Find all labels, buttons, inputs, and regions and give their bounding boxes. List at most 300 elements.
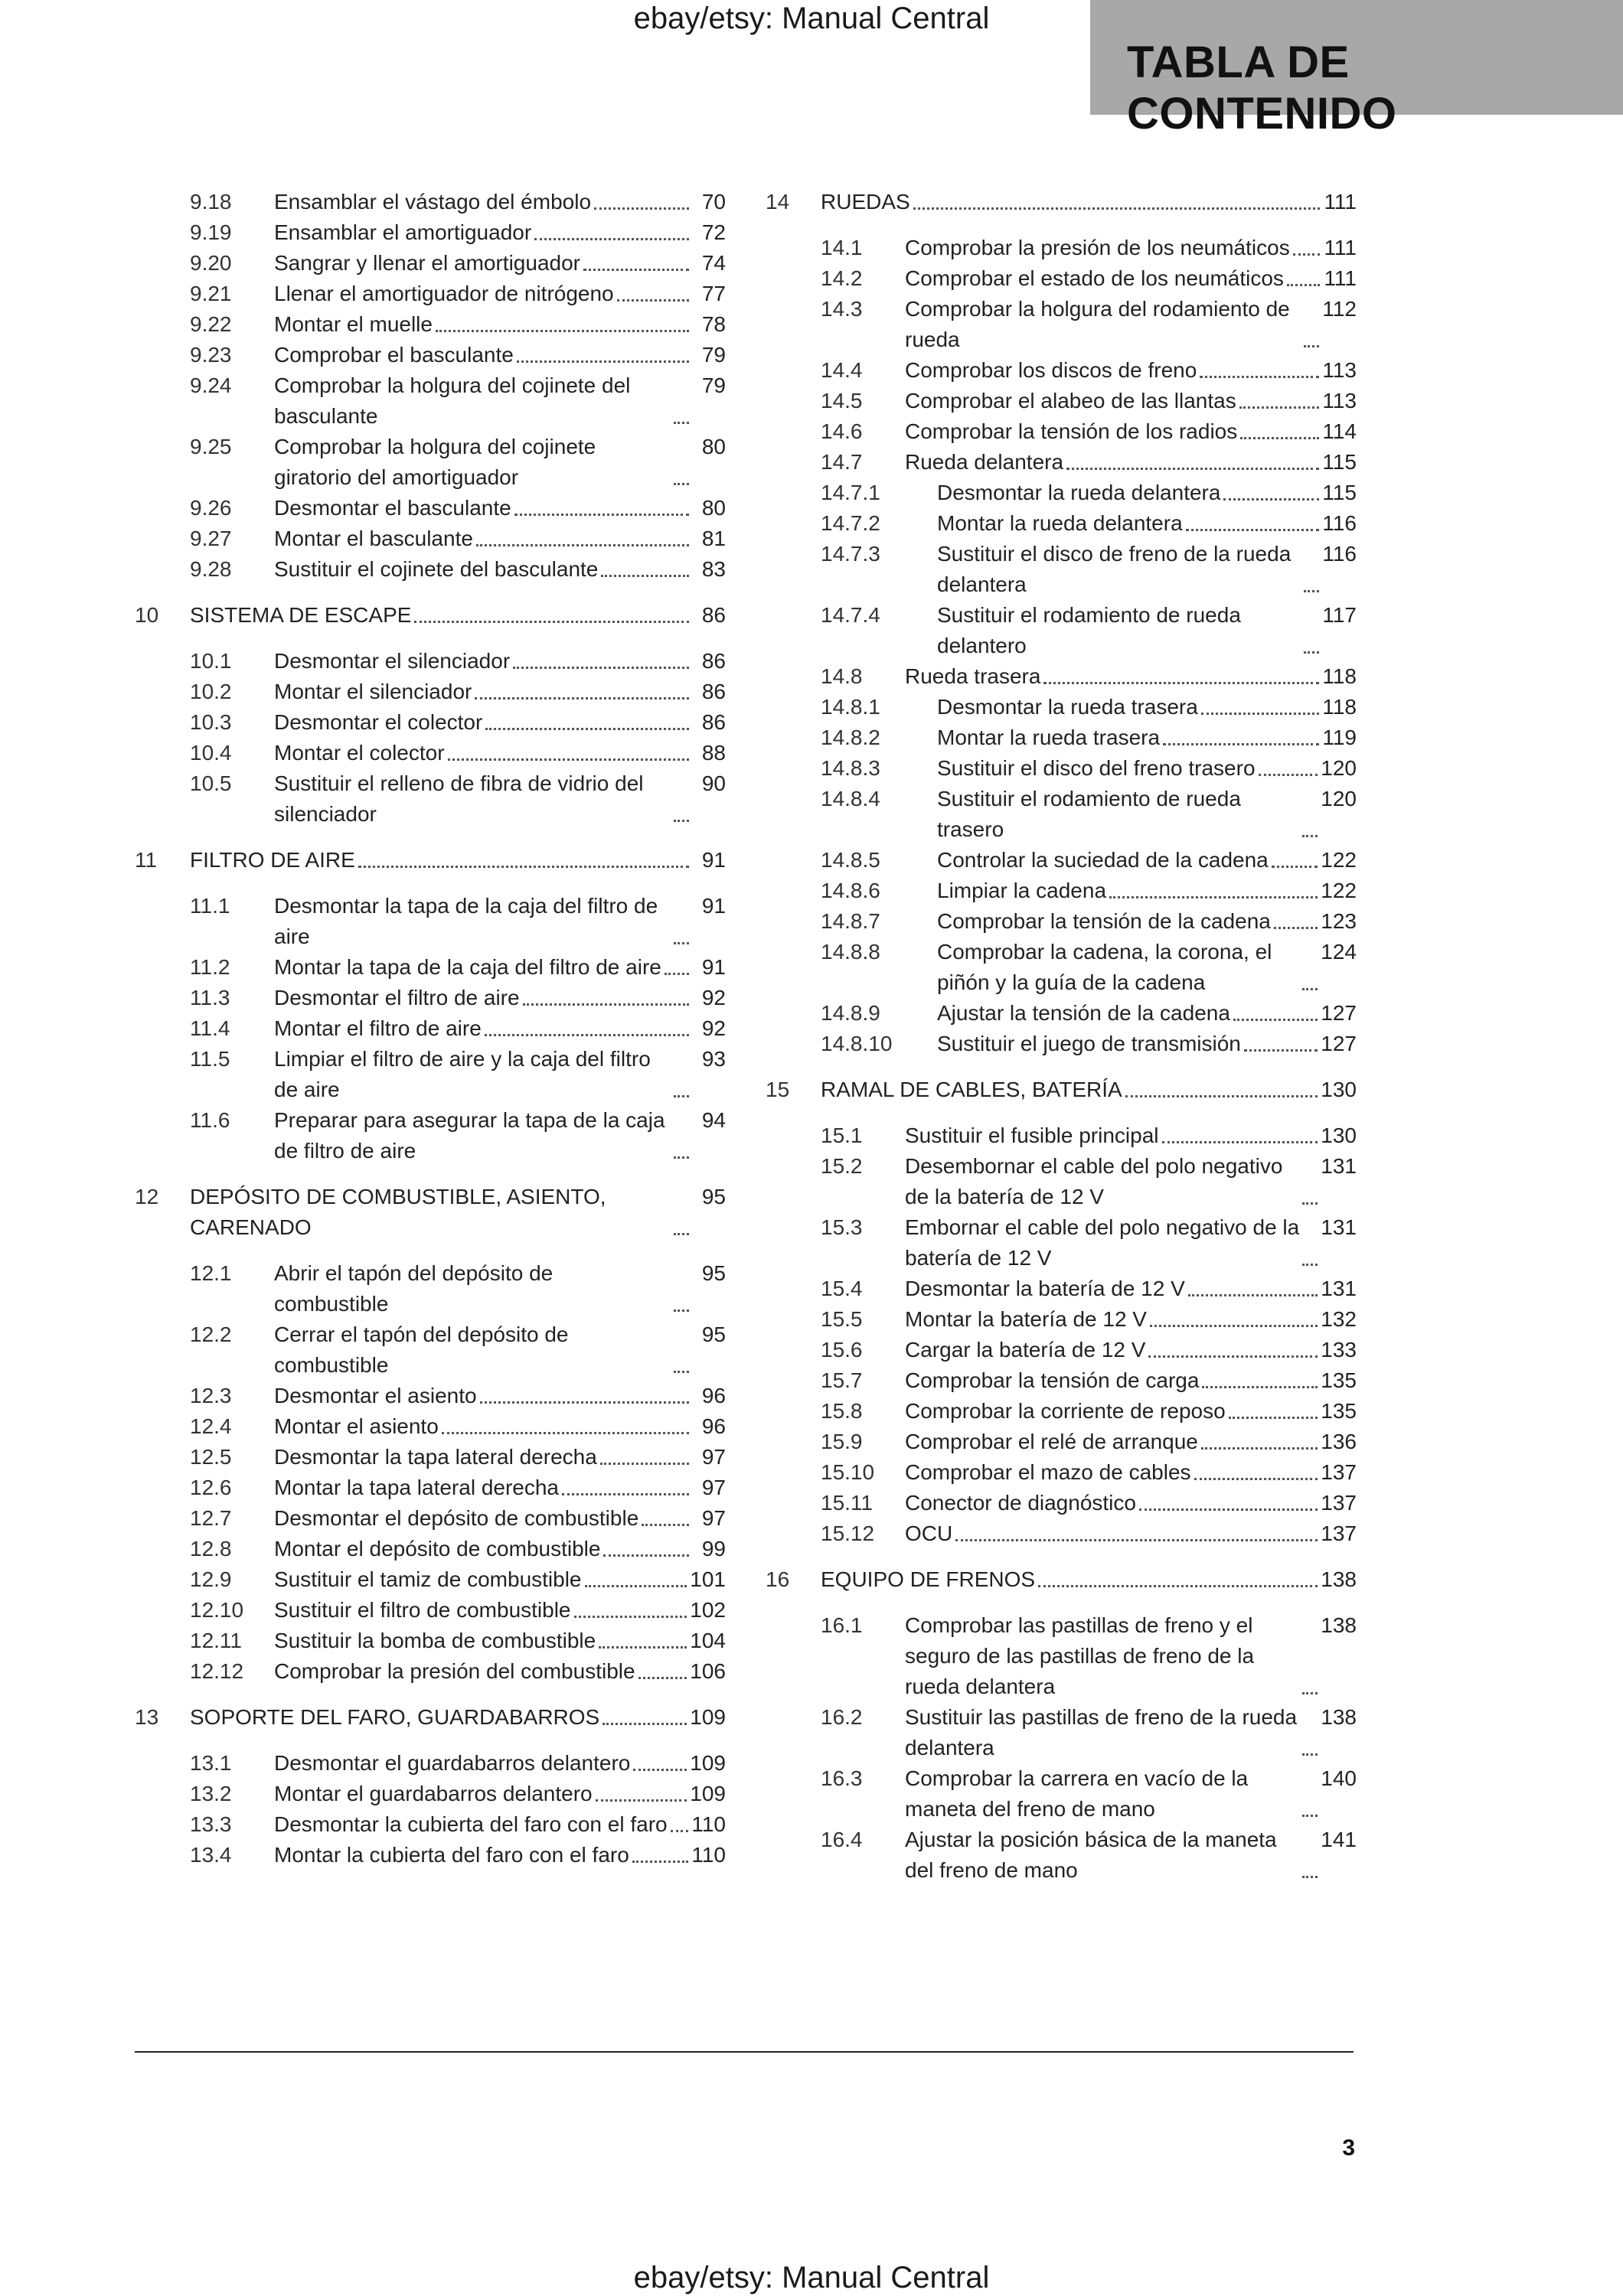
dot-leader <box>638 1677 687 1679</box>
toc-entry-number: 12 <box>135 1185 159 1208</box>
dot-leader <box>913 207 1320 210</box>
toc-entry-title: Sustituir el cojinete del basculante <box>274 557 599 581</box>
toc-entry[interactable] <box>766 784 1357 845</box>
dot-leader <box>358 866 689 868</box>
toc-entry-page: 86 <box>701 603 726 627</box>
toc-entry[interactable] <box>766 661 1357 692</box>
toc-entry[interactable] <box>135 340 726 370</box>
toc-entry-page: 111 <box>1324 266 1357 290</box>
toc-entry[interactable] <box>135 646 726 677</box>
toc-entry[interactable] <box>766 937 1357 998</box>
toc-entry-page: 122 <box>1321 879 1357 902</box>
dot-leader <box>632 1861 689 1863</box>
dot-leader <box>1043 682 1319 684</box>
toc-entry[interactable] <box>135 1626 726 1656</box>
toc-entry[interactable] <box>135 309 726 340</box>
toc-entry[interactable] <box>135 187 726 217</box>
toc-entry-page: 109 <box>690 1782 726 1805</box>
toc-entry-page: 83 <box>701 557 726 581</box>
toc-entry[interactable] <box>766 447 1357 478</box>
toc-entry-title: Comprobar la tensión de los radios <box>905 419 1238 443</box>
dot-leader <box>1239 406 1320 409</box>
toc-chapter-entry[interactable] <box>135 1182 726 1243</box>
toc-entry-number: 12.2 <box>190 1322 232 1346</box>
toc-entry-title: Sustituir el filtro de combustible <box>274 1598 571 1622</box>
toc-entry-page: 92 <box>701 986 726 1009</box>
toc-entry-number: 14.8.10 <box>821 1032 893 1055</box>
toc-entry-page: 137 <box>1321 1460 1357 1484</box>
toc-entry[interactable] <box>766 1488 1357 1518</box>
toc-entry-title: Montar el filtro de aire <box>274 1016 482 1040</box>
dot-leader <box>436 330 689 332</box>
toc-entry-page: 122 <box>1321 848 1357 872</box>
toc-entry-page: 131 <box>1321 1215 1357 1239</box>
dot-leader <box>1125 1095 1318 1097</box>
dot-leader <box>523 1003 689 1006</box>
toc-entry[interactable] <box>766 1151 1357 1212</box>
toc-entry-number: 12.7 <box>190 1506 232 1530</box>
toc-entry[interactable] <box>766 1763 1357 1825</box>
dot-leader <box>514 514 689 516</box>
dot-leader <box>642 1524 689 1526</box>
toc-entry-page: 97 <box>701 1506 726 1530</box>
toc-entry[interactable] <box>766 416 1357 447</box>
toc-entry[interactable] <box>766 692 1357 722</box>
toc-entry[interactable] <box>135 523 726 554</box>
toc-entry-title: Comprobar la holgura del rodamiento de rueda <box>905 297 1290 351</box>
toc-entry[interactable] <box>135 1595 726 1626</box>
toc-entry-title: Desmontar la batería de 12 V <box>905 1277 1185 1300</box>
toc-entry[interactable] <box>135 677 726 707</box>
toc-entry-title: Sustituir las pastillas de freno de la rueda delantera <box>905 1705 1298 1760</box>
toc-entry-number: 10.4 <box>190 741 232 765</box>
toc-entry-page: 133 <box>1321 1338 1357 1362</box>
toc-entry[interactable] <box>135 370 726 432</box>
dot-leader <box>665 973 689 975</box>
toc-entry[interactable] <box>135 891 726 952</box>
toc-entry-title: Sustituir el disco de freno de la rueda delantera <box>937 542 1292 596</box>
toc-entry-title: Ensamblar el amortiguador <box>274 220 532 244</box>
toc-entry-page: 93 <box>701 1047 726 1071</box>
toc-entry-number: 16.4 <box>821 1828 863 1851</box>
toc-entry-page: 136 <box>1321 1430 1357 1453</box>
toc-entry[interactable] <box>766 539 1357 600</box>
toc-entry-number: 12.3 <box>190 1384 232 1407</box>
toc-entry-page: 112 <box>1322 297 1357 321</box>
dot-leader <box>1202 1386 1318 1388</box>
toc-entry[interactable] <box>135 217 726 248</box>
toc-entry[interactable] <box>135 1503 726 1534</box>
toc-entry-number: 15.1 <box>821 1124 863 1147</box>
toc-entry-title: Abrir el tapón del depósito de combustible <box>274 1261 554 1316</box>
toc-entry[interactable] <box>766 753 1357 784</box>
toc-entry[interactable] <box>135 493 726 523</box>
toc-entry[interactable] <box>766 1427 1357 1457</box>
toc-entry[interactable] <box>766 1212 1357 1274</box>
dot-leader <box>671 1830 689 1832</box>
toc-chapter-entry[interactable] <box>766 187 1357 217</box>
toc-entry-page: 123 <box>1321 909 1357 933</box>
toc-entry[interactable] <box>766 998 1357 1029</box>
toc-entry-number: 9.20 <box>190 251 232 275</box>
toc-entry-page: 86 <box>701 680 726 703</box>
toc-chapter-entry[interactable] <box>766 1075 1357 1105</box>
toc-entry-title: Comprobar la tensión de la cadena <box>937 909 1271 933</box>
toc-entry-title: RUEDAS <box>821 190 910 214</box>
toc-entry-page: 94 <box>701 1108 726 1132</box>
toc-entry-number: 9.25 <box>190 435 232 458</box>
toc-entry-title: Desmontar el depósito de combustible <box>274 1506 639 1530</box>
toc-entry-title: Sustituir el relleno de fibra de vidrio del silenciador <box>274 771 644 826</box>
toc-entry-title: Comprobar el mazo de cables <box>905 1460 1191 1484</box>
toc-entry-number: 10.1 <box>190 649 232 673</box>
toc-entry-number: 14.1 <box>821 236 863 259</box>
dot-leader <box>633 1769 687 1771</box>
dot-leader <box>1163 743 1319 745</box>
toc-entry[interactable] <box>135 1013 726 1044</box>
dot-leader <box>674 1156 689 1159</box>
toc-entry-title: OCU <box>905 1521 953 1545</box>
toc-entry-title: Comprobar la presión del combustible <box>274 1659 635 1683</box>
toc-entry-title: Sustituir la bomba de combustible <box>274 1629 596 1652</box>
toc-entry-number: 14.5 <box>821 389 863 413</box>
toc-entry-page: 70 <box>701 190 726 214</box>
toc-entry-number: 11.6 <box>190 1108 230 1132</box>
toc-entry[interactable] <box>766 1825 1357 1886</box>
toc-entry-number: 13.2 <box>190 1782 232 1805</box>
toc-entry[interactable] <box>135 1748 726 1779</box>
toc-entry-number: 15.8 <box>821 1399 863 1423</box>
toc-entry-number: 9.24 <box>190 373 232 397</box>
toc-entry[interactable] <box>766 906 1357 937</box>
toc-entry[interactable] <box>135 279 726 309</box>
toc-entry-page: 79 <box>701 373 726 397</box>
toc-entry-title: Desmontar la rueda delantera <box>937 481 1221 504</box>
toc-entry-title: Montar el depósito de combustible <box>274 1537 601 1561</box>
toc-entry[interactable] <box>135 1411 726 1442</box>
toc-entry-title: Rueda trasera <box>905 664 1041 688</box>
toc-entry-title: Cerrar el tapón del depósito de combustible <box>274 1322 569 1377</box>
toc-entry-number: 14.8.2 <box>821 726 880 749</box>
toc-entry[interactable] <box>135 248 726 279</box>
toc-entry[interactable] <box>766 600 1357 661</box>
toc-entry[interactable] <box>135 1105 726 1166</box>
toc-entry-title: Comprobar el alabeo de las llantas <box>905 389 1236 413</box>
toc-entry-number: 14.8.8 <box>821 940 880 964</box>
dot-leader <box>955 1539 1318 1541</box>
toc-entry-title: Sangrar y llenar el amortiguador <box>274 251 580 275</box>
toc-entry-title: FILTRO DE AIRE <box>190 848 355 872</box>
toc-entry[interactable] <box>135 1840 726 1870</box>
toc-entry-page: 96 <box>701 1384 726 1407</box>
toc-entry[interactable] <box>766 845 1357 876</box>
toc-entry[interactable] <box>766 1365 1357 1396</box>
toc-entry-title: Comprobar la corriente de reposo <box>905 1399 1226 1423</box>
toc-entry-page: 102 <box>690 1598 726 1622</box>
dot-leader <box>603 1723 687 1725</box>
dot-leader <box>1302 1692 1318 1694</box>
dot-leader <box>1259 774 1318 776</box>
toc-entry[interactable] <box>766 508 1357 539</box>
toc-entry-number: 12.4 <box>190 1414 232 1438</box>
toc-entry-title: Desmontar la cubierta del faro con el faro <box>274 1812 668 1836</box>
toc-entry-title: DEPÓSITO DE COMBUSTIBLE, ASIENTO, CARENADO <box>190 1185 606 1239</box>
toc-entry-number: 14.8.1 <box>821 695 880 719</box>
dot-leader <box>1229 1417 1318 1419</box>
toc-entry-page: 109 <box>690 1751 726 1775</box>
toc-entry[interactable] <box>135 1044 726 1105</box>
toc-entry-number: 16.2 <box>821 1705 863 1729</box>
dot-leader <box>1293 253 1320 256</box>
toc-entry-page: 95 <box>701 1322 726 1346</box>
toc-entry-page: 88 <box>701 741 726 765</box>
toc-entry-page: 91 <box>701 955 726 979</box>
toc-entry-page: 97 <box>701 1445 726 1469</box>
dot-leader <box>485 728 689 730</box>
toc-entry-page: 141 <box>1321 1828 1357 1851</box>
toc-entry-number: 15.9 <box>821 1430 863 1453</box>
toc-entry-page: 111 <box>1324 236 1357 259</box>
toc-entry-page: 130 <box>1321 1124 1357 1147</box>
toc-entry-title: Limpiar el filtro de aire y la caja del filtro de aire <box>274 1047 651 1101</box>
toc-entry[interactable] <box>766 478 1357 508</box>
dot-leader <box>603 1554 689 1557</box>
dot-leader <box>476 544 689 546</box>
toc-entry-page: 116 <box>1322 542 1357 566</box>
toc-entry-page: 137 <box>1321 1491 1357 1515</box>
toc-entry-page: 110 <box>691 1843 726 1867</box>
toc-entry[interactable] <box>766 1396 1357 1427</box>
toc-entry[interactable] <box>135 738 726 768</box>
toc-entry[interactable] <box>766 233 1357 263</box>
toc-entry-title: Comprobar las pastillas de freno y el seguro de las pastillas de freno de la rueda delantera <box>905 1613 1255 1698</box>
toc-entry-page: 74 <box>701 251 726 275</box>
toc-entry-number: 14.8.5 <box>821 848 880 872</box>
toc-entry[interactable] <box>766 386 1357 416</box>
toc-entry-number: 11.1 <box>190 894 230 918</box>
toc-entry-number: 15.10 <box>821 1460 875 1484</box>
toc-entry[interactable] <box>135 1779 726 1809</box>
toc-entry-title: Sustituir el disco del freno trasero <box>937 756 1256 780</box>
toc-entry[interactable] <box>135 1534 726 1564</box>
toc-entry-number: 9.26 <box>190 496 232 520</box>
dot-leader <box>1109 896 1318 899</box>
dot-leader <box>600 1463 689 1465</box>
toc-entry-title: EQUIPO DE FRENOS <box>821 1567 1036 1591</box>
toc-entry-page: 72 <box>701 220 726 244</box>
toc-entry-page: 131 <box>1321 1277 1357 1300</box>
toc-entry-page: 116 <box>1322 511 1357 535</box>
toc-entry[interactable] <box>766 876 1357 906</box>
toc-entry-page: 79 <box>701 343 726 367</box>
toc-entry-page: 118 <box>1322 695 1357 719</box>
dot-leader <box>674 1095 689 1097</box>
toc-entry-page: 137 <box>1321 1521 1357 1545</box>
toc-entry-number: 15.3 <box>821 1215 863 1239</box>
toc-entry[interactable] <box>135 1381 726 1411</box>
toc-chapter-entry[interactable] <box>135 1702 726 1733</box>
toc-entry-number: 12.12 <box>190 1659 244 1683</box>
toc-entry-title: Preparar para asegurar la tapa de la caja de filtro de aire <box>274 1108 665 1163</box>
dot-leader <box>585 1585 687 1587</box>
toc-entry-number: 12.11 <box>190 1629 242 1652</box>
toc-entry-number: 14.8.9 <box>821 1001 880 1025</box>
toc-entry-title: Desmontar el colector <box>274 710 483 734</box>
dot-leader <box>596 1799 687 1802</box>
toc-entry[interactable] <box>135 1319 726 1381</box>
dot-leader <box>574 1616 687 1618</box>
dot-leader <box>1150 1325 1318 1327</box>
toc-entry-number: 14.7 <box>821 450 863 474</box>
toc-entry-title: Comprobar la holgura del cojinete del basculante <box>274 373 631 428</box>
toc-entry-title: Montar el muelle <box>274 312 433 336</box>
dot-leader <box>513 667 689 669</box>
toc-entry-title: Comprobar la cadena, la corona, el piñón y la guía de la cadena <box>937 940 1272 994</box>
toc-entry[interactable] <box>135 983 726 1013</box>
toc-entry-title: Montar el basculante <box>274 527 473 550</box>
toc-entry-page: 96 <box>701 1414 726 1438</box>
toc-entry-page: 104 <box>690 1629 726 1652</box>
toc-entry[interactable] <box>135 707 726 738</box>
toc-entry-title: Ensamblar el vástago del émbolo <box>274 190 592 214</box>
toc-entry[interactable] <box>766 1518 1357 1549</box>
toc-entry[interactable] <box>766 1335 1357 1365</box>
dot-leader <box>1223 498 1319 501</box>
dot-leader <box>594 207 689 210</box>
toc-entry-number: 15.11 <box>821 1491 873 1515</box>
toc-entry-page: 131 <box>1321 1154 1357 1178</box>
toc-entry-page: 92 <box>701 1016 726 1040</box>
toc-entry-title: Desmontar el guardabarros delantero <box>274 1751 631 1775</box>
dot-leader <box>485 1034 689 1036</box>
toc-entry-number: 11 <box>135 848 158 872</box>
toc-entry-page: 127 <box>1321 1001 1357 1025</box>
dot-leader <box>1272 866 1318 868</box>
toc-entry[interactable] <box>766 1702 1357 1763</box>
toc-entry-page: 91 <box>701 848 726 872</box>
toc-entry-number: 11.2 <box>190 955 230 979</box>
toc-entry-title: Montar la tapa lateral derecha <box>274 1476 559 1499</box>
toc-entry-page: 135 <box>1321 1368 1357 1392</box>
dot-leader <box>1148 1355 1318 1358</box>
toc-entry-number: 9.22 <box>190 312 232 336</box>
toc-entry-number: 9.21 <box>190 282 232 305</box>
toc-chapter-entry[interactable] <box>135 845 726 876</box>
toc-entry-title: Sustituir el fusible principal <box>905 1124 1159 1147</box>
toc-entry-number: 16 <box>766 1567 790 1591</box>
toc-entry[interactable] <box>135 1258 726 1319</box>
toc-entry[interactable] <box>766 1274 1357 1304</box>
toc-entry[interactable] <box>766 355 1357 386</box>
toc-entry-number: 14.8.6 <box>821 879 880 902</box>
toc-entry[interactable] <box>766 263 1357 294</box>
dot-leader <box>617 299 689 302</box>
toc-entry-page: 135 <box>1321 1399 1357 1423</box>
dot-leader <box>475 697 689 700</box>
toc-entry-title: Montar la tapa de la caja del filtro de aire <box>274 955 661 979</box>
toc-entry[interactable] <box>135 554 726 585</box>
toc-entry-page: 109 <box>690 1705 726 1729</box>
toc-entry-page: 77 <box>701 282 726 305</box>
toc-entry-page: 138 <box>1321 1567 1357 1591</box>
dot-leader <box>1201 713 1320 715</box>
toc-entry-title: Comprobar la holgura del cojinete giratorio del amortiguador <box>274 435 596 489</box>
toc-entry-page: 138 <box>1321 1613 1357 1637</box>
toc-entry-title: Desmontar el basculante <box>274 496 511 520</box>
dot-leader <box>1304 651 1319 654</box>
toc-entry-number: 9.18 <box>190 190 232 214</box>
toc-entry-page: 106 <box>690 1659 726 1683</box>
toc-entry-number: 13.1 <box>190 1751 232 1775</box>
toc-entry-number: 12.8 <box>190 1537 232 1561</box>
toc-entry-title: Montar la batería de 12 V <box>905 1307 1147 1331</box>
toc-entry[interactable] <box>766 1120 1357 1151</box>
dot-leader <box>1233 1019 1318 1021</box>
toc-entry-page: 124 <box>1321 940 1357 964</box>
toc-entry[interactable] <box>766 1457 1357 1488</box>
toc-entry-title: Sustituir el juego de transmisión <box>937 1032 1241 1055</box>
toc-entry-title: Llenar el amortiguador de nitrógeno <box>274 282 614 305</box>
toc-entry[interactable] <box>135 1473 726 1503</box>
toc-entry[interactable] <box>135 1442 726 1473</box>
dot-leader <box>1304 590 1319 592</box>
toc-entry-number: 12.5 <box>190 1445 232 1469</box>
toc-chapter-entry[interactable] <box>135 600 726 631</box>
toc-entry-number: 14.7.1 <box>821 481 880 504</box>
dot-leader <box>1304 345 1319 347</box>
toc-entry[interactable] <box>135 952 726 983</box>
toc-entry[interactable] <box>766 1610 1357 1702</box>
toc-entry-page: 78 <box>701 312 726 336</box>
toc-entry[interactable] <box>135 432 726 493</box>
toc-entry-number: 14.4 <box>821 358 863 382</box>
toc-entry[interactable] <box>766 1029 1357 1059</box>
toc-entry-number: 14 <box>766 190 790 214</box>
page-number: 3 <box>1342 2135 1355 2161</box>
toc-entry[interactable] <box>766 722 1357 753</box>
toc-entry-title: Comprobar la tensión de carga <box>905 1368 1200 1392</box>
toc-entry-title: Controlar la suciedad de la cadena <box>937 848 1269 872</box>
toc-entry[interactable] <box>135 768 726 830</box>
toc-entry-page: 113 <box>1322 358 1357 382</box>
dot-leader <box>674 1371 689 1373</box>
toc-entry[interactable] <box>135 1564 726 1595</box>
toc-entry-title: Desmontar la tapa de la caja del filtro de aire <box>274 894 658 948</box>
section-header-box <box>1090 0 1623 139</box>
toc-entry-page: 86 <box>701 649 726 673</box>
toc-entry-number: 9.19 <box>190 220 232 244</box>
toc-entry-page: 90 <box>701 771 726 795</box>
toc-entry[interactable] <box>135 1656 726 1687</box>
toc-entry[interactable] <box>766 1304 1357 1335</box>
dot-leader <box>583 269 689 271</box>
toc-entry-page: 127 <box>1321 1032 1357 1055</box>
toc-entry-number: 13 <box>135 1705 159 1729</box>
toc-entry-number: 13.3 <box>190 1812 232 1836</box>
toc-entry-number: 15.12 <box>821 1521 875 1545</box>
toc-chapter-entry[interactable] <box>766 1564 1357 1595</box>
toc-entry[interactable] <box>766 294 1357 355</box>
toc-entry[interactable] <box>135 1809 726 1840</box>
toc-entry-title: Sustituir el tamiz de combustible <box>274 1567 582 1591</box>
toc-entry-number: 15.7 <box>821 1368 863 1392</box>
dot-leader <box>414 621 689 623</box>
dot-leader <box>674 1233 689 1235</box>
toc-entry-number: 14.8.4 <box>821 787 880 810</box>
toc-entry-page: 119 <box>1322 726 1357 749</box>
toc-entry-number: 10.5 <box>190 771 232 795</box>
toc-entry-page: 118 <box>1322 664 1357 688</box>
